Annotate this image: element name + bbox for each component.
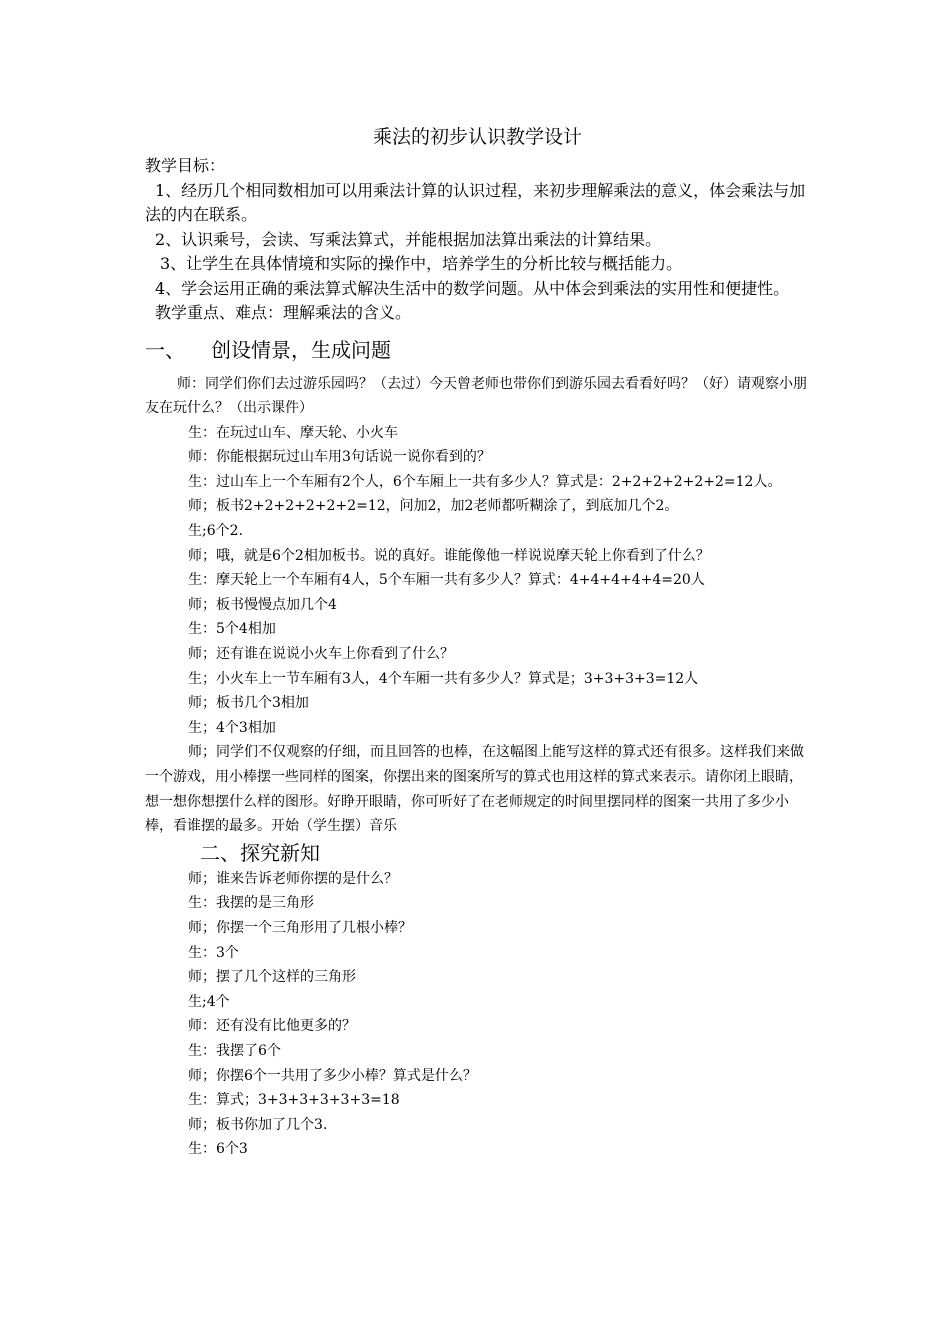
section-heading-1 xyxy=(145,334,810,366)
dialogue-line: 生：我摆了6个 xyxy=(188,1042,281,1059)
dialogue-line: 师；还有谁在说说小火车上你看到了什么？ xyxy=(188,646,454,663)
document-page xyxy=(145,120,810,1162)
dialogue-line: 师；你摆一个三角形用了几根小棒？ xyxy=(188,919,412,936)
goals-heading: 教学目标： xyxy=(145,156,226,175)
dialogue-line: 师；谁来告诉老师你摆的是什么？ xyxy=(188,870,398,887)
goal-item: 3、让学生在具体情境和实际的操作中，培养学生的分析比较与概括能力。 xyxy=(160,254,683,273)
dialogue-line: 生;4个 xyxy=(188,993,230,1010)
dialogue-line: 生：过山车上一个车厢有2个人，6个车厢上一共有多少人？算式是：2+2+2+2+2+2=12人。 xyxy=(188,473,782,490)
document-title: 乘法的初步认识教学设计 xyxy=(372,126,582,148)
dialogue-line: 师；板书几个3相加 xyxy=(188,695,309,712)
dialogue-line: 生：在玩过山车、摩天轮、小火车 xyxy=(188,424,398,441)
goal-item: 2、认识乘号，会读、写乘法算式，并能根据加法算出乘法的计算结果。 xyxy=(155,229,662,249)
goal-item: 4、学会运用正确的乘法算式解决生活中的数学问题。从中体会到乘法的实用性和便捷性。 xyxy=(155,278,790,298)
section-title: 创设情景，生成问题 xyxy=(211,337,391,362)
dialogue-line: 生：我摆的是三角形 xyxy=(188,895,314,912)
dialogue-line: 师；摆了几个这样的三角形 xyxy=(188,969,356,986)
dialogue-line: 生;6个2. xyxy=(188,523,243,540)
dialogue-line: 师：同学们你们去过游乐园吗？（去过）今天曾老师也带你们到游乐园去看看好吗？（好）请观察小朋友在玩什么？（出示课件） xyxy=(145,375,807,417)
key-points: 教学重点、难点：理解乘法的含义。 xyxy=(155,303,412,322)
dialogue-line: 师：还有没有比他更多的？ xyxy=(188,1018,356,1035)
dialogue-line: 师；板书2+2+2+2+2+2=12，问加2，加2老师都听糊涂了，到底加几个2。 xyxy=(188,498,679,515)
dialogue-line: 生；4个3相加 xyxy=(188,719,276,736)
dialogue-line: 师；板书你加了几个3. xyxy=(188,1116,328,1133)
dialogue-line: 师；哦，就是6个2相加板书。说的真好。谁能像他一样说说摩天轮上你看到了什么？ xyxy=(188,547,710,564)
section-number: 一、 xyxy=(145,337,185,362)
section-heading-2: 二、探究新知 xyxy=(200,840,320,865)
dialogue-line: 生：算式；3+3+3+3+3+3=18 xyxy=(188,1092,400,1109)
goal-item: 1、经历几个相同数相加可以用乘法计算的认识过程，来初步理解乘法的意义，体会乘法与加法的内在联系。 xyxy=(145,180,806,224)
dialogue-line: 师；板书慢慢点加几个4 xyxy=(188,596,337,613)
dialogue-line: 生：6个3 xyxy=(188,1141,248,1158)
dialogue-line: 生；小火车上一节车厢有3人，4个车厢一共有多少人？算式是；3+3+3+3=12人 xyxy=(188,670,699,687)
dialogue-line: 生：摩天轮上一个车厢有4人，5个车厢一共有多少人？算式：4+4+4+4+4=20人 xyxy=(188,572,705,589)
dialogue-line: 师：你能根据玩过山车用3句话说一说你看到的？ xyxy=(188,449,491,466)
dialogue-line: 生：5个4相加 xyxy=(188,621,276,638)
dialogue-line: 师；你摆6个一共用了多少小棒？算式是什么？ xyxy=(188,1067,477,1084)
dialogue-line: 师；同学们不仅观察的仔细，而且回答的也棒，在这幅图上能写这样的算式还有很多。这样我们来做一个游戏，用小棒摆一些同样的图案，你摆出来的图案所写的算式也用这样的算式来表示。请你闭上眼睛，想一想你想摆什么样的图形。好睁开眼睛，你可听好了在老师规定的时间里摆同样的图案一共用了多少小棒，看谁摆的最多。开始（学生摆）音乐 xyxy=(145,744,804,835)
dialogue-line: 生：3个 xyxy=(188,944,239,961)
